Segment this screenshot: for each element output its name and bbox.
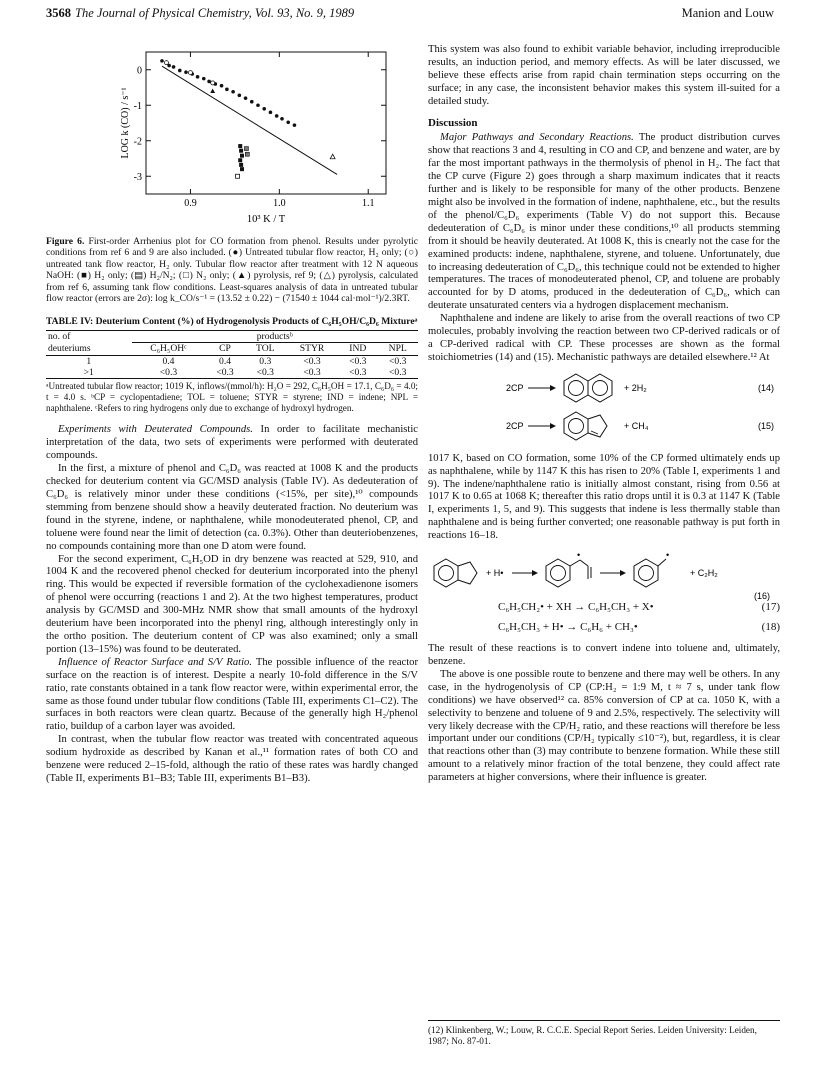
- table-4-cell: 0.3: [259, 355, 272, 367]
- table-4-col-header: IND: [338, 343, 377, 355]
- data-point: [330, 154, 335, 159]
- equation-17: [428, 601, 780, 617]
- page-number: 3568: [46, 6, 71, 20]
- data-point: [184, 70, 188, 74]
- equation-17-number: (17): [761, 601, 780, 614]
- reaction-15: [428, 407, 780, 445]
- table-4-col-header: NPL: [377, 343, 418, 355]
- body-paragraph: [46, 657, 418, 734]
- reaction-14: [428, 369, 780, 407]
- equation-18: [428, 621, 780, 637]
- table-row: [46, 367, 418, 379]
- reaction-16: [428, 549, 780, 601]
- table-4: [46, 330, 418, 380]
- body-paragraph: The above is one possible route to benzene and there may well be others. In any case, in the hydrogenolysis of CP (CP:H₂ = 1:9 M, t ≈ 7 s, under tank flow conditions) we have observed¹² ca. 85% conversion of CP at ca. 1050 K, with a selectivity to benzene and toluene of 9 and 2.5%, respectively. The selectivity will very likely decrease with the CP/H₂ ratio, and these reactions will therefore be less important under our conditions (CP/H₂ typically ≤10⁻²), but, regardless, it is clear that reactions other than (3) may contribute to benzene formation. While these still amount to a relatively minor fraction of the total benzene, they could affect rate parameters at higher conversions, where their influence is greater.: [428, 668, 780, 784]
- section-heading: Discussion: [428, 116, 478, 129]
- footnote: (12) Klinkenberg, W.; Louw, R. C.C.E. Special Report Series. Leiden University: Leiden, 1987; No. 87-01.: [428, 1020, 780, 1047]
- body-paragraph: [46, 424, 418, 463]
- page-header: [46, 6, 774, 24]
- body-paragraph: For the second experiment, C₆H₅OD in dry benzene was reacted at 529, 910, and 1004 K and the recovered phenol checked for deuterium incorporated into the phenyl ring. This would be expected if reversible formation of the cyclohexadienone isomers of phenol were occurring (reactions 1 and 2). At the two highest temperatures, product analysis by GC/MSD and 300-MHz NMR show that small amounts of the hydroxyl deuterium have been incorporated into the phenyl ring, although interestingly only in the ortho position. The deuterium content of CP was also examined; only a small portion (13–15%) was found to be deuterated.: [46, 553, 418, 655]
- table-4-cell: <0.3: [286, 367, 338, 379]
- paragraph-text: In order to facilitate mechanistic interpretation of the data, two sets of experiments were performed with deuterated compounds.: [46, 424, 418, 462]
- data-point: [239, 163, 243, 167]
- data-point: [160, 59, 164, 63]
- equation-17-text: C₆H₅CH₂• + XH → C₆H₅CH₃ + X•: [498, 601, 654, 614]
- fit-line: [162, 66, 337, 174]
- data-point: [196, 75, 200, 79]
- y-tick-label: -1: [133, 100, 142, 112]
- reaction-14-number: (14): [758, 382, 775, 393]
- data-point: [164, 61, 168, 65]
- data-point: [286, 120, 290, 124]
- paragraph-lead: Experiments with Deuterated Compounds.: [58, 424, 253, 436]
- table-4-cell: <0.3: [349, 355, 367, 367]
- data-point: [250, 100, 254, 104]
- reaction-16-scheme: [428, 549, 780, 601]
- data-point: [240, 154, 244, 158]
- data-point: [280, 117, 284, 121]
- table-4-cell: <0.3: [303, 355, 321, 367]
- data-point: [293, 123, 297, 127]
- table-4-cell: 0.4: [162, 355, 175, 367]
- table-4-notes: ᵃUntreated tubular flow reactor; 1019 K, inflows/(mmol/h): H₂O = 292, C₆H₅OH = 17.1, C₆D₆ = 4.0; t = 4.0 s. ᵇCP = cyclopentadiene; TOL = toluene; STYR = styrene; IND = indene; NPL = naphthalene. ᶜRefers to ring hydrogens only due to exchange of hydroxyl hydrogen.: [46, 381, 418, 414]
- table-4-row-label: 1: [86, 355, 92, 367]
- data-point: [172, 65, 176, 69]
- body-paragraph: In the first, a mixture of phenol and C₆D₆ was reacted at 1008 K and the products checked for deuterium content via GC/MSD analysis (Table IV). As dedeuteration of C₆D₆ is relatively minor under these conditions (<15%, per site),¹⁰ compounds stemming from benzene should show a heavily deuterated fraction. No deuterium was found in the styrene, indene, or naphthalene, while monodeuterated phenol, CP, and toluene were found near the limit of detection (ca. 0.3%). Other than deuteriobenzenes, no compounds containing more than one D atom were found.: [46, 463, 418, 552]
- radical-dot: •: [577, 550, 581, 561]
- data-point: [220, 84, 224, 88]
- data-point: [231, 90, 235, 94]
- figure-6-label: Figure 6.: [46, 236, 85, 247]
- reaction-15-lhs: 2CP: [506, 420, 524, 431]
- x-tick-label: 0.9: [184, 198, 197, 209]
- reaction-16-plus-c2h2: + C₂H₂: [690, 568, 718, 579]
- table-4-cell: <0.3: [338, 367, 377, 379]
- reaction-15-number: (15): [758, 420, 775, 431]
- figure-6: [46, 44, 418, 234]
- reaction-14-rhs: + 2H₂: [624, 382, 647, 393]
- paragraph-lead: Influence of Reactor Surface and S/V Ratio.: [58, 656, 252, 668]
- table-4-row-label: >1: [46, 367, 132, 379]
- table-4-stub-header-1: no. of: [46, 330, 132, 342]
- data-point: [211, 81, 215, 85]
- data-point: [202, 77, 206, 81]
- data-point: [225, 87, 229, 91]
- table-4-cell: <0.3: [132, 367, 206, 379]
- paragraph-text: The possible influence of the reactor surface on the reaction is of interest. Despite a nearly 10-fold difference in the S/V ratio, rate constants obtained in a tank flow reactor were, within experimental error, the same as those found under tubular flow conditions (Table III, experiments C1–C2). The surfaces in both reactors were clean quartz. Because of the generally high H₂/phenol ratio, buildup of a carbon layer was avoided.: [46, 656, 418, 733]
- table-4-cell: <0.3: [245, 367, 286, 379]
- table-4-cell: <0.3: [389, 355, 407, 367]
- data-point: [256, 103, 260, 107]
- y-tick-label: -3: [133, 171, 142, 183]
- data-point: [269, 111, 273, 115]
- data-point: [236, 174, 240, 178]
- equation-18-number: (18): [761, 621, 780, 634]
- table-4-group-header: productsᵇ: [132, 330, 419, 342]
- y-tick-label: 0: [137, 65, 142, 77]
- data-point: [245, 152, 249, 156]
- reaction-15-rhs: + CH₄: [624, 420, 649, 431]
- table-4-col-header: STYR: [286, 343, 338, 355]
- right-column: [428, 44, 780, 785]
- y-tick-label: -2: [133, 136, 142, 148]
- body-paragraph: In contrast, when the tubular flow reactor was treated with concentrated aqueous sodium hydroxide as described by Kanan et al.,¹¹ formation rates of both CO and benzene were reduced 2–15-fold, although the ratio of these rates was hardly changed (Table II, experiments B1–B3; Table III, experiments B1–B3).: [46, 734, 418, 784]
- reaction-16-plus-h: + H•: [486, 568, 504, 579]
- table-4-cell: <0.3: [205, 367, 244, 379]
- data-point: [275, 114, 279, 118]
- data-point: [238, 144, 242, 148]
- data-point: [239, 149, 243, 153]
- x-axis-label: 10³ K / T: [246, 214, 286, 225]
- data-point: [244, 147, 248, 151]
- data-point: [188, 71, 192, 75]
- data-point: [238, 94, 242, 98]
- data-point: [262, 107, 266, 111]
- reaction-14-scheme: [428, 369, 780, 407]
- reaction-15-scheme: [428, 407, 780, 445]
- data-point: [178, 69, 182, 73]
- body-paragraph: Naphthalene and indene are likely to arise from the overall reactions of two CP molecules, probably involving the reaction between two CP-derived radicals or of a CP-derived radical with CP. These processes are shown as the formal stoichiometries (14) and (15). Mechanistic pathways are detailed elsewhere.¹² At: [428, 313, 780, 363]
- arrhenius-plot: [46, 44, 418, 234]
- table-4-title: TABLE IV: Deuterium Content (%) of Hydrogenolysis Products of C₆H₅OH/C₆D₆ Mixtureᵃ: [46, 316, 418, 328]
- x-tick-label: 1.0: [273, 198, 286, 209]
- body-paragraph: This system was also found to exhibit variable behavior, including irreproducible results, an induction period, and memory effects. As will be later discussed, we believe these effects arise from rapid chain termination steps occurring on the surface; in any case, the inconsistent behavior makes this system ill-suited for a detailed study.: [428, 44, 780, 107]
- table-4-stub-header-2: deuteriums: [46, 343, 132, 355]
- y-axis-label: LOG k (CO) / s⁻¹: [120, 87, 131, 159]
- data-point: [240, 167, 244, 171]
- paragraph-lead: Major Pathways and Secondary Reactions.: [440, 132, 634, 144]
- table-4-cell: 0.4: [219, 355, 232, 367]
- plot-frame: [146, 52, 386, 194]
- table-row: [46, 355, 418, 367]
- body-paragraph: The result of these reactions is to convert indene into toluene and, ultimately, benzene.: [428, 643, 780, 667]
- data-point: [244, 96, 248, 100]
- left-column: [46, 44, 418, 786]
- paragraph-text: The product distribution curves show that reactions 3 and 4, resulting in CO and CP, and benzene and water, are by far the most important pathways in the thermolysis of phenol in H₂. The fact that the CP curve (Figure 2) goes through a sharp maximum indicates that it reacts further and is likely to be responsible for many of the other products. Benzene might also be involved in the formation of indene, naphthalene, etc., but the results of the phenol/C₆D₆ experiments (Table V) do not support this. Because dedeuteration of C₆D₆ is minor under these conditions,¹⁰ all products stemming from it should be heavily deuterated. At 1008 K, this is cnearly not the case for the examined products: indene, naphthalene, styrene, and toluene. Unfortunately, due to increasing dedeuteration of C₆D₆, this technique could not be extended to higher temperatures. The traces of monodeuterated phenol, CP, and toluene are probably accounted for by D atoms, produced in the dedeuteration of C₆D₆, which can deuterate unsaturated centers via a hydrogen displacement mechanism.: [428, 132, 780, 312]
- equation-18-text: C₆H₅CH₃ + H• → C₆H₆ + CH₃•: [498, 621, 638, 634]
- table-4-col-header: TOL: [245, 343, 286, 355]
- reaction-14-lhs: 2CP: [506, 382, 524, 393]
- x-tick-label: 1.1: [361, 198, 375, 209]
- running-authors: Manion and Louw: [681, 6, 774, 20]
- reaction-16-number: (16): [754, 591, 771, 602]
- body-paragraph: [428, 132, 780, 313]
- journal-name: The Journal of Physical Chemistry, Vol. 93, No. 9, 1989: [75, 6, 355, 20]
- table-4-col-header: C₆H₅OHᶜ: [132, 343, 206, 355]
- data-point: [210, 89, 215, 94]
- figure-6-caption: [46, 236, 418, 304]
- figure-6-caption-text: First-order Arrhenius plot for CO formation from phenol. Results under pyrolytic conditions from ref 6 and 9 are also included. (●) Untreated tubular flow reactor, H₂ only; (○) untreated tank flow reactor, H₂ only. Tubular flow reactor after treatment with 12 N aqueous NaOH: (■) H₂ only; (▤) H₂/N₂; (□) N₂ only; (▲) pyrolysis, ref 9; (△) pyrolysis, calculated from ref 6, assuming tank flow conditions. Least-squares analysis of data in untreated tubular flow reactor (errors are 2σ): log k_CO/s⁻¹ = (13.52 ± 0.22) − (71540 ± 1044 cal·mol⁻¹)/2.3RT.: [46, 236, 418, 305]
- body-paragraph: 1017 K, based on CO formation, some 10% of the CP formed ultimately ends up as naphthalene, while by 1147 K this has risen to 20% (Table I, experiments 1 and 9). The indene/naphthalene ratio is initially almost constant, rising from 0.56 at 1017 K to 0.65 at 1068 K; thereafter this ratio drops until it is 0.3 at 1147 K (Table I, experiments 1, 5, and 9). This suggests that indene is less thermally stable than naphthalene and is being further converted; one reasonable pathway is put forth in reactions 16–18.: [428, 452, 780, 542]
- table-4-col-header: CP: [205, 343, 244, 355]
- radical-dot: •: [666, 550, 670, 561]
- data-point: [238, 158, 242, 162]
- table-4-cell: <0.3: [377, 367, 418, 379]
